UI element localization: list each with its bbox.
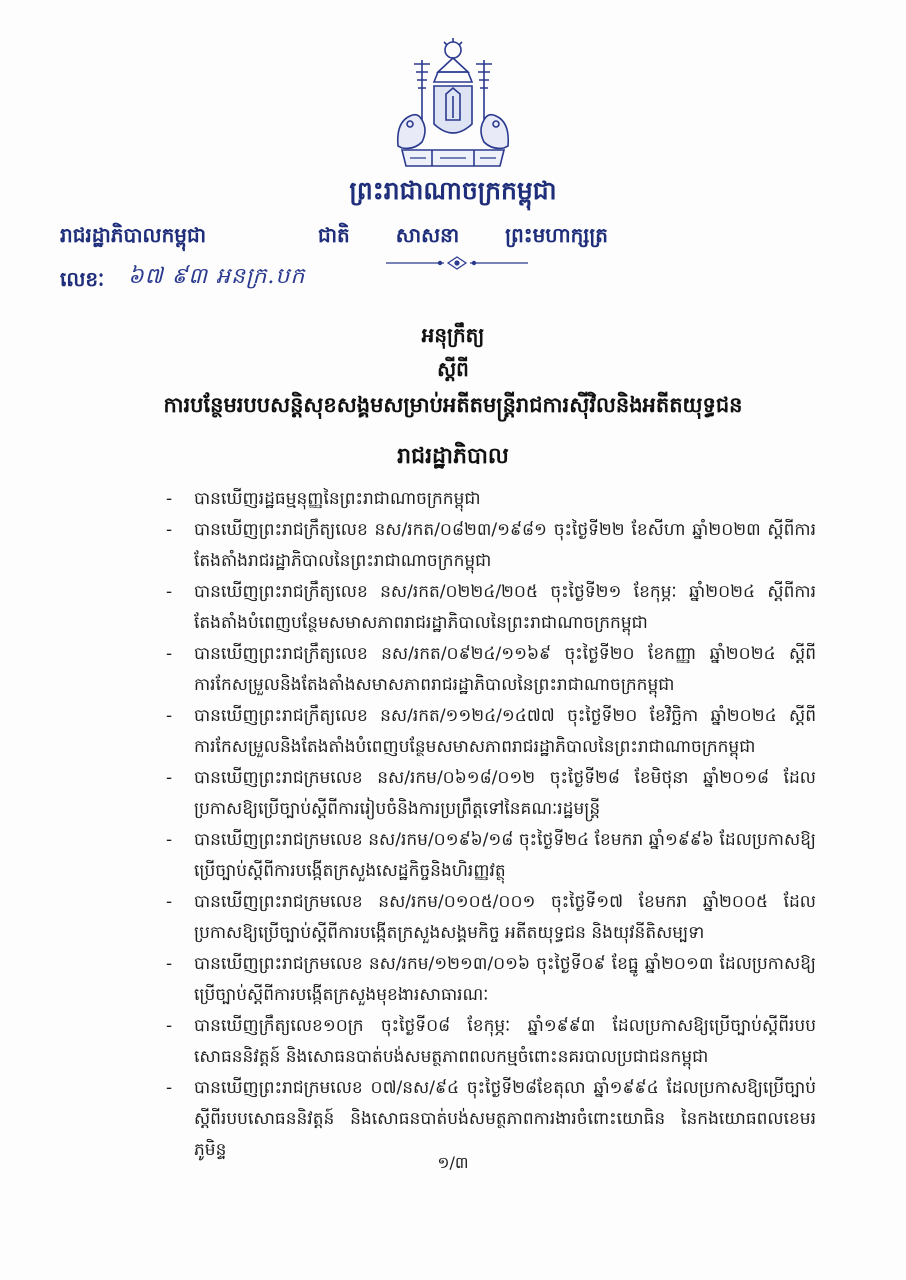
title-subject: ការបន្ថែមរបបសន្តិសុខសង្គមសម្រាប់អតីតមន្ត្រីរាជការស៊ីវិលនិងអតីតយុទ្ធជន [163, 392, 743, 417]
motto-nation: ជាតិ [318, 223, 350, 247]
reference-number-handwritten: ៦៧ ៩៣ អនក្រ.បក [128, 264, 306, 289]
preamble-clause [166, 1011, 816, 1073]
page-number: ១/៣ [437, 1153, 469, 1172]
preamble-clause-list [166, 484, 816, 1166]
kingdom-heading: ព្រះរាជាណាចក្រកម្ពុជា [349, 176, 557, 205]
clause-marker: - [166, 582, 173, 602]
reference-label: លេខៈ [60, 267, 105, 291]
motto-religion: សាសនា [395, 223, 460, 247]
issuer-heading: រាជរដ្ឋាភិបាល [397, 443, 509, 469]
clause-marker: - [166, 1016, 173, 1036]
government-name: រាជរដ្ឋាភិបាលកម្ពុជា [60, 223, 206, 247]
motto-king: ព្រះមហាក្សត្រ [505, 223, 608, 247]
clause-text: បានឃើញព្រះរាជក្រឹត្យលេខ នស/រកត/១១២៤/១៤៧៧ ចុះថ្ងៃទី២០ ខែវិច្ឆិកា ឆ្នាំ២០២៤ ស្តីពីការកែសម្រួលនិងតែងតាំងបំពេញបន្ថែមសមាសភាពរាជរដ្ឋាភិបាលនៃព្រះរាជាណាចក្រកម្ពុជា [194, 706, 816, 757]
clause-text: បានឃើញព្រះរាជក្រឹត្យលេខ នស/រកត/០២២៤/២០៥ ចុះថ្ងៃទី២១ ខែកុម្ភៈ ឆ្នាំ២០២៤ ស្តីពីការតែងតាំងបំពេញបន្ថែមសមាសភាពរាជរដ្ឋាភិបាលនៃព្រះរាជាណាចក្រកម្ពុជា [194, 582, 816, 633]
clause-text: បានឃើញព្រះរាជក្រមលេខ នស/រកម/០១៩៦/១៨ ចុះថ្ងៃទី២៤ ខែមករា ឆ្នាំ១៩៩៦ ដែលប្រកាសឱ្យប្រើច្បាប់ស្តីពីការបង្កើតក្រសួងសេដ្ឋកិច្ចនិងហិរញ្ញវត្ថុ [194, 830, 816, 881]
preamble-clause [166, 887, 816, 949]
clause-marker: - [166, 830, 173, 850]
preamble-clause [166, 639, 816, 701]
preamble-clause [166, 825, 816, 887]
preamble-clause [166, 484, 816, 515]
preamble-clause [166, 577, 816, 639]
clause-text: បានឃើញព្រះរាជក្រមលេខ នស/រកម/០១០៥/០០១ ចុះថ្ងៃទី១៧ ខែមករា ឆ្នាំ២០០៥ ដែលប្រកាសឱ្យប្រើច្បាប់ស្តីពីការបង្កើតក្រសួងសង្គមកិច្ច អតីតយុទ្ធជន និងយុវនីតិសម្បទា [194, 892, 816, 943]
royal-coat-of-arms-icon [388, 38, 518, 174]
clause-text: បានឃើញព្រះរាជក្រមលេខ នស/រកម/១២១៣/០១៦ ចុះថ្ងៃទី០៩ ខែធ្នូ ឆ្នាំ២០១៣ ដែលប្រកាសឱ្យប្រើច្បាប់ស្តីពីការបង្កើតក្រសួងមុខងារសាធារណៈ [194, 954, 816, 1005]
clause-text: បានឃើញព្រះរាជក្រឹត្យលេខ នស/រកត/០៩២៤/១១៦៩ ចុះថ្ងៃទី២០ ខែកញ្ញា ឆ្នាំ២០២៤ ស្តីពីការកែសម្រួលនិងតែងតាំងសមាសភាពរាជរដ្ឋាភិបាលនៃព្រះរាជាណាចក្រកម្ពុជា [194, 644, 816, 695]
title-about: ស្តីពី [437, 357, 469, 381]
clause-marker: - [166, 954, 173, 974]
clause-marker: - [166, 706, 173, 726]
clause-marker: - [166, 489, 173, 509]
preamble-clause [166, 763, 816, 825]
clause-text: បានឃើញក្រឹត្យលេខ១០ក្រ ចុះថ្ងៃទី០៨ ខែកុម្ភៈ ឆ្នាំ១៩៩៣ ដែលប្រកាសឱ្យប្រើច្បាប់ស្តីពីរបបសោធននិវត្តន៍ និងសោធនបាត់បង់សមត្ថភាពពលកម្មចំពោះនគរបាលប្រជាជនកម្ពុជា [194, 1016, 816, 1067]
clause-marker: - [166, 1078, 173, 1098]
preamble-clause [166, 949, 816, 1011]
clause-text: បានឃើញព្រះរាជក្រមលេខ ០៧/នស/៩៤ ចុះថ្ងៃទី២៨ខែតុលា ឆ្នាំ១៩៩៤ ដែលប្រកាសឱ្យប្រើច្បាប់ស្តីពីរបបសោធននិវត្តន៍ និងសោធនបាត់បង់សមត្ថភាពការងារចំពោះយោធិន នៃកងយោធពលខេមរភូមិន្ទ [194, 1078, 816, 1160]
preamble-clause [166, 515, 816, 577]
clause-marker: - [166, 520, 173, 540]
clause-marker: - [166, 768, 173, 788]
ornament-divider-icon [382, 256, 532, 270]
clause-text: បានឃើញព្រះរាជក្រមលេខ នស/រកម/០៦១៨/០១២ ចុះថ្ងៃទី២៨ ខែមិថុនា ឆ្នាំ២០១៨ ដែលប្រកាសឱ្យប្រើច្បាប់ស្តីពីការរៀបចំនិងការប្រព្រឹត្តទៅនៃគណៈរដ្ឋមន្ត្រី [194, 768, 816, 819]
clause-text: បានឃើញរដ្ឋធម្មនុញ្ញនៃព្រះរាជាណាចក្រកម្ពុជា [194, 489, 481, 509]
preamble-clause [166, 701, 816, 763]
national-motto [318, 222, 608, 252]
document-type: អនុក្រឹត្យ [421, 323, 485, 347]
clause-marker: - [166, 892, 173, 912]
clause-text: បានឃើញព្រះរាជក្រឹត្យលេខ នស/រកត/០៨២៣/១៩៨១ ចុះថ្ងៃទី២២ ខែសីហា ឆ្នាំ២០២៣ ស្តីពីការតែងតាំងរាជរដ្ឋាភិបាលនៃព្រះរាជាណាចក្រកម្ពុជា [194, 520, 816, 571]
clause-marker: - [166, 644, 173, 664]
